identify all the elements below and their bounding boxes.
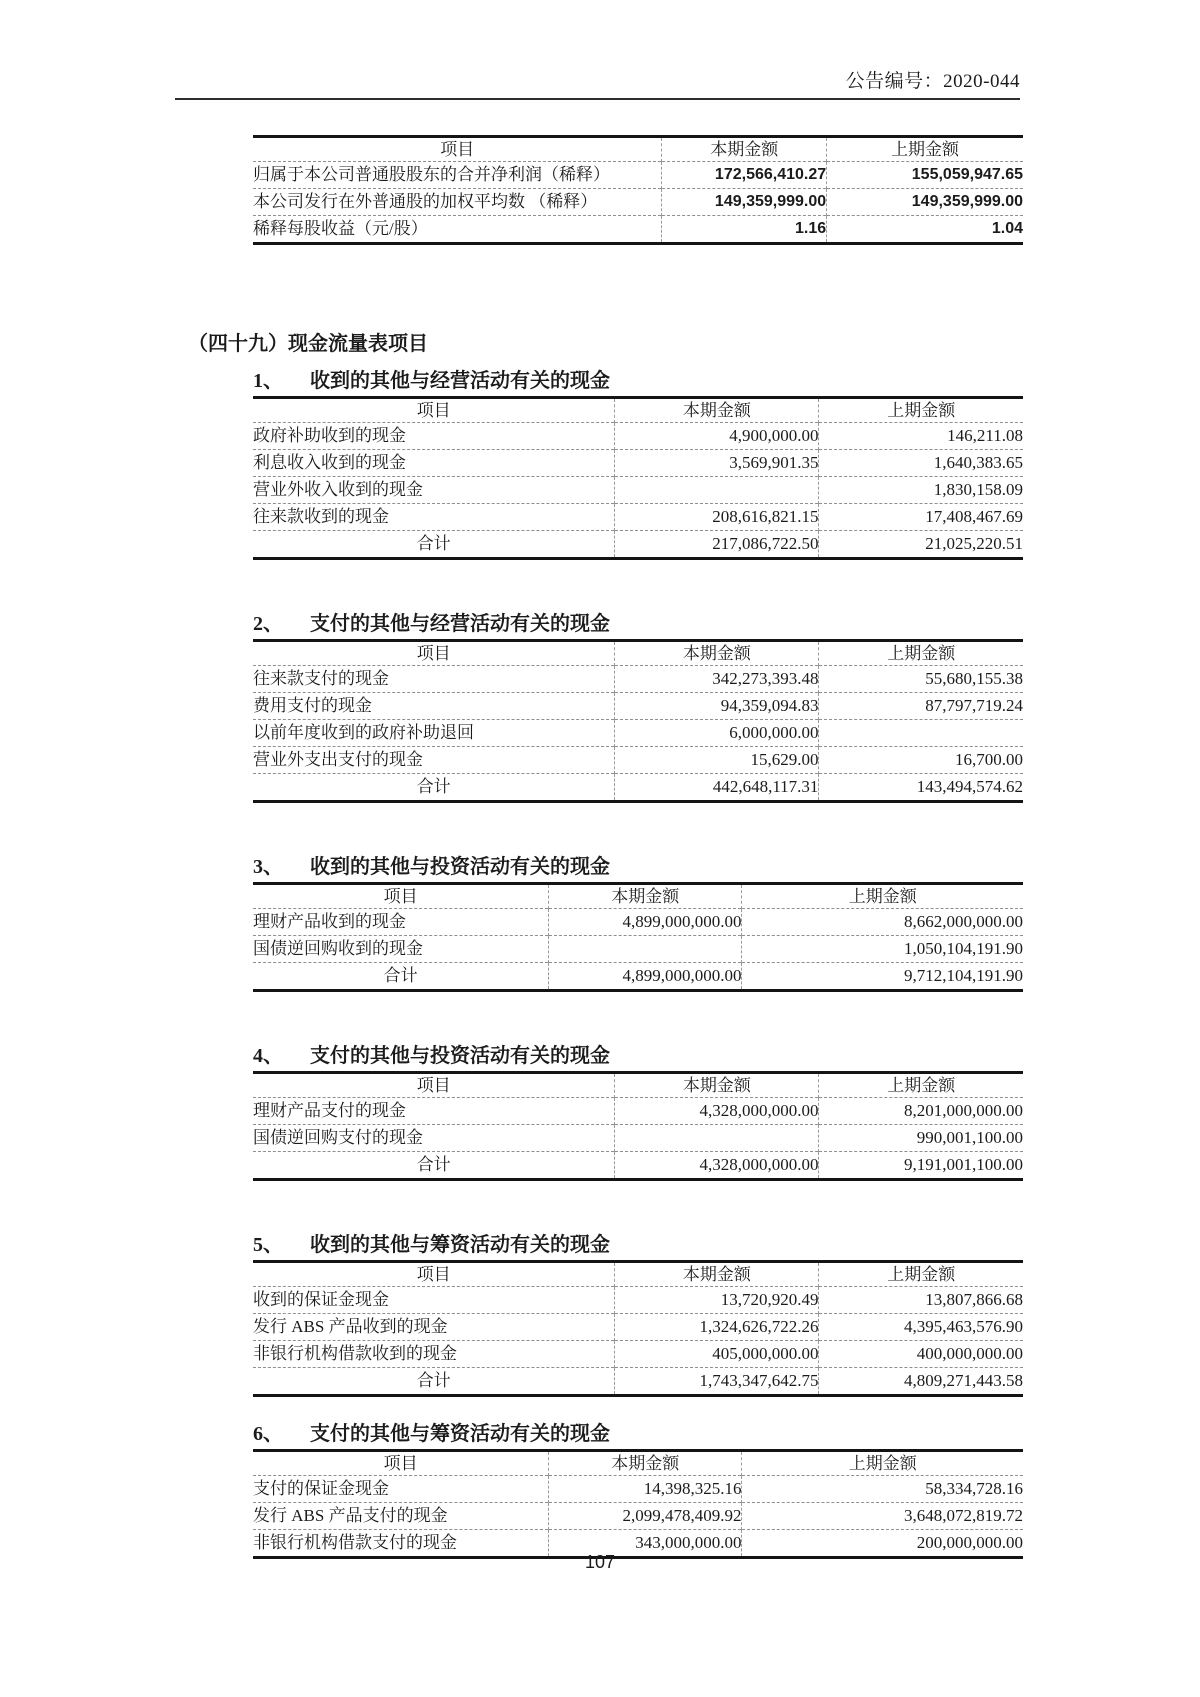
row-label: 理财产品支付的现金 <box>253 1101 406 1120</box>
table-row <box>253 693 1023 720</box>
prior-amount: 1,050,104,191.90 <box>742 936 1023 963</box>
current-amount: 1.16 <box>662 216 827 244</box>
column-header-current: 本期金额 <box>549 884 742 909</box>
financial-table <box>253 396 1023 560</box>
row-label: 政府补助收到的现金 <box>253 426 406 445</box>
cash-flow-section <box>253 1045 1023 1181</box>
prior-amount: 400,000,000.00 <box>819 1341 1023 1368</box>
table-header-row <box>253 884 1023 909</box>
row-label: 支付的保证金现金 <box>253 1479 389 1498</box>
column-header-prior: 上期金额 <box>742 1451 1023 1476</box>
row-label: 本公司发行在外普通股的加权平均数 （稀释） <box>253 192 598 211</box>
cash-flow-section <box>253 613 1023 803</box>
prior-amount: 55,680,155.38 <box>819 666 1023 693</box>
cash-flow-section <box>253 1423 1023 1559</box>
prior-amount: 149,359,999.00 <box>827 189 1023 216</box>
current-amount: 342,273,393.48 <box>615 666 819 693</box>
row-label: 收到的保证金现金 <box>253 1290 389 1309</box>
current-amount: 217,086,722.50 <box>615 531 819 559</box>
header-rule <box>175 98 1020 100</box>
row-label: 往来款支付的现金 <box>253 669 389 688</box>
prior-amount: 9,191,001,100.00 <box>819 1152 1023 1180</box>
section-number: 3、 <box>253 856 283 878</box>
prior-amount: 17,408,467.69 <box>819 504 1023 531</box>
row-label: 营业外收入收到的现金 <box>253 480 423 499</box>
current-amount: 6,000,000.00 <box>615 720 819 747</box>
table-row <box>253 666 1023 693</box>
column-header-current: 本期金额 <box>615 1073 819 1098</box>
section-heading <box>253 370 1023 393</box>
column-header-current: 本期金额 <box>615 641 819 666</box>
section-title: 收到的其他与投资活动有关的现金 <box>310 856 610 878</box>
row-label: 稀释每股收益（元/股） <box>253 219 428 238</box>
current-amount: 4,900,000.00 <box>615 423 819 450</box>
row-label: 合计 <box>416 1371 451 1390</box>
table-row <box>253 504 1023 531</box>
current-amount: 2,099,478,409.92 <box>549 1503 742 1530</box>
current-amount <box>615 1125 819 1152</box>
row-label: 发行 ABS 产品收到的现金 <box>253 1317 448 1336</box>
column-header-current: 本期金额 <box>662 137 827 162</box>
section-49-heading: （四十九）现金流量表项目 <box>188 333 428 355</box>
current-amount: 172,566,410.27 <box>662 162 827 189</box>
column-header-current: 本期金额 <box>615 398 819 423</box>
prior-amount: 1,640,383.65 <box>819 450 1023 477</box>
prior-amount: 990,001,100.00 <box>819 1125 1023 1152</box>
current-amount: 405,000,000.00 <box>615 1341 819 1368</box>
column-header-item: 项目 <box>383 887 418 906</box>
table-row <box>253 1368 1023 1396</box>
row-label: 以前年度收到的政府补助退回 <box>253 723 474 742</box>
table-row <box>253 189 1023 216</box>
prior-amount: 143,494,574.62 <box>819 774 1023 802</box>
current-amount: 13,720,920.49 <box>615 1287 819 1314</box>
table-row <box>253 1341 1023 1368</box>
section-number: 5、 <box>253 1234 283 1256</box>
current-amount: 343,000,000.00 <box>549 1530 742 1558</box>
prior-amount: 9,712,104,191.90 <box>742 963 1023 991</box>
current-amount: 3,569,901.35 <box>615 450 819 477</box>
financial-table <box>253 1449 1023 1559</box>
section-number: 2、 <box>253 613 283 635</box>
financial-table <box>253 1071 1023 1181</box>
page-number: 107 <box>584 1552 616 1572</box>
row-label: 往来款收到的现金 <box>253 507 389 526</box>
section-title: 收到的其他与筹资活动有关的现金 <box>310 1234 610 1256</box>
table-row <box>253 1287 1023 1314</box>
section-heading <box>253 1423 1023 1446</box>
column-header-item: 项目 <box>383 1454 418 1473</box>
table-row <box>253 1314 1023 1341</box>
current-amount: 14,398,325.16 <box>549 1476 742 1503</box>
table-header-row <box>253 398 1023 423</box>
table-header-row <box>253 641 1023 666</box>
column-header-prior: 上期金额 <box>827 137 1023 162</box>
current-amount: 4,899,000,000.00 <box>549 909 742 936</box>
column-header-prior: 上期金额 <box>742 884 1023 909</box>
table-row <box>253 531 1023 559</box>
current-amount: 149,359,999.00 <box>662 189 827 216</box>
prior-amount: 155,059,947.65 <box>827 162 1023 189</box>
current-amount: 1,324,626,722.26 <box>615 1314 819 1341</box>
section-number: 4、 <box>253 1045 283 1067</box>
table-row <box>253 477 1023 504</box>
table-row <box>253 1098 1023 1125</box>
table-header-row <box>253 1451 1023 1476</box>
table-row <box>253 450 1023 477</box>
prior-amount: 200,000,000.00 <box>742 1530 1023 1558</box>
table-row <box>253 909 1023 936</box>
row-label: 国债逆回购收到的现金 <box>253 939 423 958</box>
table-row <box>253 1503 1023 1530</box>
financial-table <box>253 882 1023 992</box>
column-header-prior: 上期金额 <box>819 398 1023 423</box>
section-heading <box>253 613 1023 636</box>
table-header-row <box>253 137 1023 162</box>
table-row <box>253 747 1023 774</box>
table-header-row <box>253 1262 1023 1287</box>
column-header-prior: 上期金额 <box>819 641 1023 666</box>
row-label: 合计 <box>416 534 451 553</box>
financial-table <box>253 639 1023 803</box>
current-amount: 4,899,000,000.00 <box>549 963 742 991</box>
row-label: 费用支付的现金 <box>253 696 372 715</box>
cash-flow-section <box>253 1234 1023 1397</box>
current-amount: 94,359,094.83 <box>615 693 819 720</box>
prior-amount: 146,211.08 <box>819 423 1023 450</box>
prior-amount: 8,201,000,000.00 <box>819 1098 1023 1125</box>
prior-amount: 1,830,158.09 <box>819 477 1023 504</box>
prior-amount <box>819 720 1023 747</box>
current-amount: 4,328,000,000.00 <box>615 1098 819 1125</box>
prior-amount: 8,662,000,000.00 <box>742 909 1023 936</box>
column-header-item: 项目 <box>416 644 451 663</box>
row-label: 非银行机构借款收到的现金 <box>253 1344 457 1363</box>
cash-flow-sections <box>253 370 1023 1559</box>
row-label: 理财产品收到的现金 <box>253 912 406 931</box>
current-amount: 4,328,000,000.00 <box>615 1152 819 1180</box>
table-row <box>253 216 1023 244</box>
column-header-item: 项目 <box>440 140 475 159</box>
section-title: 支付的其他与投资活动有关的现金 <box>310 1045 610 1067</box>
table-header-row <box>253 1073 1023 1098</box>
row-label: 合计 <box>416 1155 451 1174</box>
table-row <box>253 1125 1023 1152</box>
financial-table <box>253 1260 1023 1397</box>
prior-amount: 16,700.00 <box>819 747 1023 774</box>
row-label: 合计 <box>416 777 451 796</box>
cash-flow-section <box>253 370 1023 560</box>
row-label: 利息收入收到的现金 <box>253 453 406 472</box>
section-heading <box>253 1234 1023 1257</box>
section-number: 6、 <box>253 1423 283 1445</box>
column-header-item: 项目 <box>416 1076 451 1095</box>
prior-amount: 58,334,728.16 <box>742 1476 1023 1503</box>
section-title: 支付的其他与经营活动有关的现金 <box>310 613 610 635</box>
section-heading <box>253 856 1023 879</box>
table-row <box>253 774 1023 802</box>
table-row <box>253 720 1023 747</box>
column-header-item: 项目 <box>416 401 451 420</box>
section-title: 支付的其他与筹资活动有关的现金 <box>310 1423 610 1445</box>
current-amount: 208,616,821.15 <box>615 504 819 531</box>
section-heading <box>253 1045 1023 1068</box>
document-body <box>188 135 1023 1559</box>
current-amount: 442,648,117.31 <box>615 774 819 802</box>
row-label: 合计 <box>383 966 418 985</box>
diluted-eps-table <box>253 135 1023 245</box>
prior-amount: 3,648,072,819.72 <box>742 1503 1023 1530</box>
column-header-prior: 上期金额 <box>819 1073 1023 1098</box>
column-header-current: 本期金额 <box>615 1262 819 1287</box>
current-amount <box>549 936 742 963</box>
announcement-number: 公告编号：2020-044 <box>845 71 1020 92</box>
current-amount <box>615 477 819 504</box>
table-row <box>253 1152 1023 1180</box>
table-row <box>253 1476 1023 1503</box>
section-title: 收到的其他与经营活动有关的现金 <box>310 370 610 392</box>
prior-amount: 4,395,463,576.90 <box>819 1314 1023 1341</box>
row-label: 国债逆回购支付的现金 <box>253 1128 423 1147</box>
table-row <box>253 936 1023 963</box>
row-label: 营业外支出支付的现金 <box>253 750 423 769</box>
column-header-current: 本期金额 <box>549 1451 742 1476</box>
table-row <box>253 963 1023 991</box>
current-amount: 1,743,347,642.75 <box>615 1368 819 1396</box>
row-label: 归属于本公司普通股股东的合并净利润（稀释） <box>253 165 610 184</box>
prior-amount: 4,809,271,443.58 <box>819 1368 1023 1396</box>
table-row <box>253 423 1023 450</box>
prior-amount: 87,797,719.24 <box>819 693 1023 720</box>
column-header-item: 项目 <box>416 1265 451 1284</box>
prior-amount: 21,025,220.51 <box>819 531 1023 559</box>
table-row <box>253 162 1023 189</box>
prior-amount: 1.04 <box>827 216 1023 244</box>
column-header-prior: 上期金额 <box>819 1262 1023 1287</box>
row-label: 非银行机构借款支付的现金 <box>253 1533 457 1552</box>
row-label: 发行 ABS 产品支付的现金 <box>253 1506 448 1525</box>
prior-amount: 13,807,866.68 <box>819 1287 1023 1314</box>
section-number: 1、 <box>253 370 283 392</box>
current-amount: 15,629.00 <box>615 747 819 774</box>
cash-flow-section <box>253 856 1023 992</box>
